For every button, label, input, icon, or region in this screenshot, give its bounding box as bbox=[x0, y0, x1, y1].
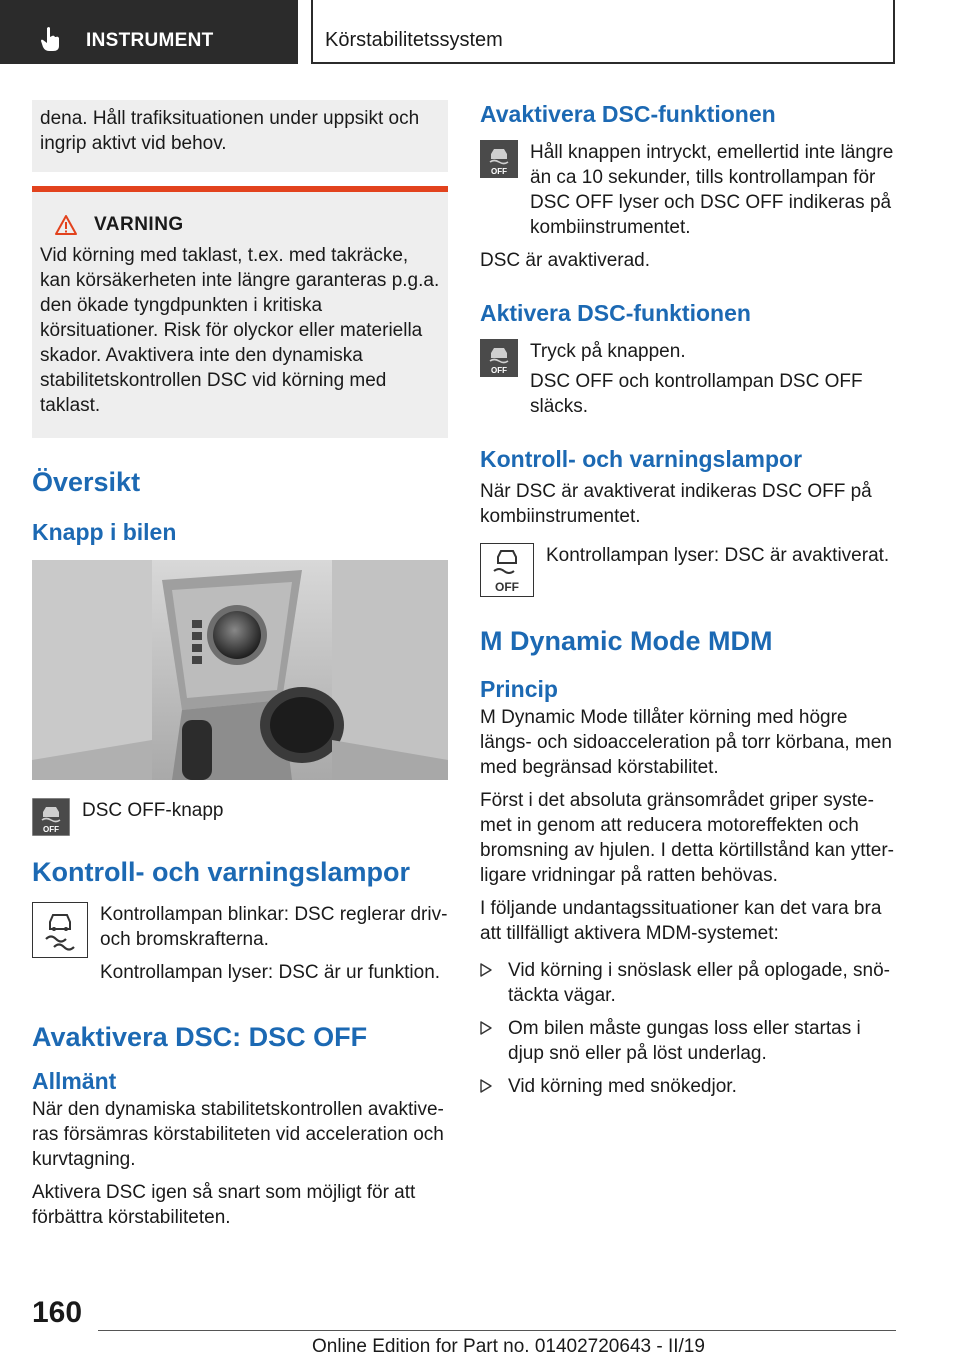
center-console-photo bbox=[32, 560, 448, 780]
heading-oversikt: Översikt bbox=[32, 467, 141, 497]
list-item: Om bilen måste gungas loss eller startas i djup snö eller på löst underlag. bbox=[480, 1016, 898, 1066]
bullet-triangle-icon bbox=[480, 963, 492, 977]
dsc-lamp-icon bbox=[32, 902, 88, 958]
icon-off-text: OFF bbox=[43, 825, 59, 834]
kontroll2-text: När DSC är avaktiverat indikeras DSC OFF på kombiinstrumentet. bbox=[480, 481, 872, 527]
page-number: 160 bbox=[32, 1296, 83, 1329]
dsc-off-button-icon bbox=[32, 798, 70, 836]
footer-divider bbox=[98, 1330, 896, 1331]
intro-text: dena. Håll trafiksituationen under uppsikt och ingrip aktivt vid behov. bbox=[40, 108, 420, 154]
heading-avaktivera-dsc: Avaktivera DSC: DSC OFF bbox=[32, 1022, 368, 1052]
allmant-text-2: Aktivera DSC igen så snart som möjligt för att förbättra körstabiliteten. bbox=[32, 1182, 416, 1228]
caption-row bbox=[32, 798, 448, 836]
princip-text-1: M Dynamic Mode tillåter körning med högre längs- och sidoacceleration på torr körbana, men med begränsad körstabilitet. bbox=[480, 707, 892, 778]
bullet-triangle-icon bbox=[480, 1021, 492, 1035]
mdm-situations-list bbox=[480, 958, 898, 1099]
intro-box bbox=[32, 100, 448, 172]
aktivera-text-1: Tryck på knappen. bbox=[530, 341, 686, 362]
lamp-on-text: Kontrollampan lyser: DSC är ur funktion. bbox=[100, 962, 441, 983]
warning-title: VARNING bbox=[94, 214, 184, 235]
icon-off-text: OFF bbox=[491, 167, 507, 176]
heading-knapp: Knapp i bilen bbox=[32, 519, 177, 545]
heading-mdm: M Dynamic Mode MDM bbox=[480, 626, 773, 656]
heading-allmant: Allmänt bbox=[32, 1068, 117, 1094]
lamp-row bbox=[32, 902, 448, 993]
avaktivera-text-2: DSC är avaktiverad. bbox=[480, 250, 651, 271]
caption-text: DSC OFF-knapp bbox=[82, 800, 224, 821]
chapter-tab bbox=[0, 0, 298, 64]
icon-off-text: OFF bbox=[495, 580, 519, 594]
warning-triangle-icon bbox=[54, 214, 78, 236]
avaktivera-row bbox=[480, 140, 898, 248]
page-title-box bbox=[311, 0, 895, 64]
warning-text: Vid körning med taklast, t.ex. med takräcke, kan körsäkerheten inte längre garanteras p.g.a. den ökade tyngdpunkten i kritiska körsituationer. Risk för olyckor eller materiella skador. Avaktivera inte den dynamiska stabilitetskontrollen DSC vid körning med taklast. bbox=[40, 245, 440, 416]
icon-off-text: OFF bbox=[491, 366, 507, 375]
bullet-triangle-icon bbox=[480, 1079, 492, 1093]
edition-text: Online Edition for Part no. 01402720643 - II/19 bbox=[312, 1336, 705, 1357]
warning-box bbox=[32, 186, 448, 438]
heading-kontroll: Kontroll- och varningslampor bbox=[32, 857, 411, 887]
aktivera-text-2: DSC OFF och kontrollampan DSC OFF släcks. bbox=[530, 371, 863, 417]
heading-avaktivera-fn: Avaktivera DSC-funktionen bbox=[480, 101, 776, 127]
heading-kontroll-2: Kontroll- och varningslampor bbox=[480, 446, 803, 472]
heading-princip: Princip bbox=[480, 676, 558, 702]
left-column bbox=[32, 100, 448, 1238]
lamp-blink-text: Kontrollampan blinkar: DSC reglerar driv- och bromskrafterna. bbox=[100, 904, 448, 950]
avaktivera-text-1: Håll knappen intryckt, emellertid inte längre än ca 10 sekunder, tills kontrollampan för DSC OFF lyser och DSC OFF indikeras på kombiinstrumentet. bbox=[530, 142, 894, 238]
right-column bbox=[480, 100, 898, 1107]
princip-text-3: I följande undantagssituationer kan det vara bra att tillfälligt aktivera MDM-systemet: bbox=[480, 898, 882, 944]
heading-aktivera-fn: Aktivera DSC-funktionen bbox=[480, 300, 751, 326]
kontroll2-lamp-text: Kontrollampan lyser: DSC är avaktiverat. bbox=[546, 545, 890, 566]
hand-pointer-icon bbox=[40, 26, 62, 52]
dsc-off-lamp-icon bbox=[480, 543, 534, 597]
allmant-text-1: När den dynamiska stabilitetskontrollen avaktiveras försämras körstabiliteten vid acceleration och kurvtagning. bbox=[32, 1099, 444, 1170]
page-title: Körstabilitetssystem bbox=[325, 29, 503, 51]
kontroll2-lamp-row bbox=[480, 543, 898, 597]
princip-text-2: Först i det absoluta gränsområdet griper systemet in genom att reducera motoreffekten och bromsning av hjulen. I detta körtillstånd kan ytterligare vridningar på ratten behövas. bbox=[480, 790, 894, 886]
dsc-off-button-icon bbox=[480, 339, 518, 377]
list-item: Vid körning med snökedjor. bbox=[480, 1074, 898, 1099]
list-item: Vid körning i snöslask eller på oplogade, snötäckta vägar. bbox=[480, 958, 898, 1008]
chapter-label: INSTRUMENT bbox=[86, 30, 214, 51]
